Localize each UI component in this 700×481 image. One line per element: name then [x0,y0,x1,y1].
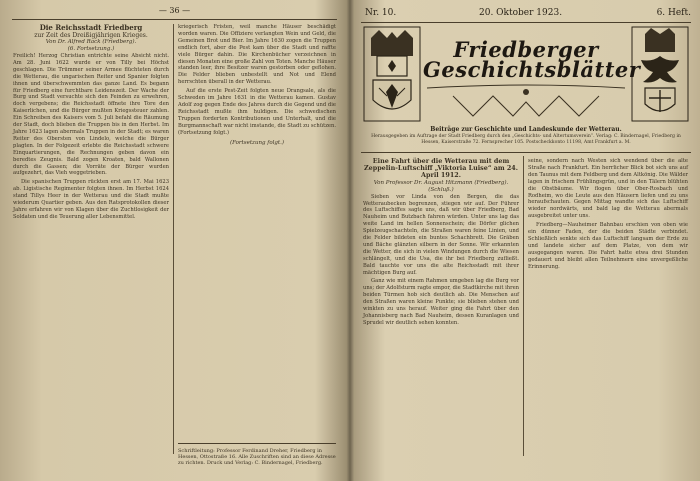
article-body: kriegerisch Fristen, weil manche Häuser beschädigt worden waren. Die Offiziere verlangten Wein und Geld, die Gemeinen Brot und Bier. Im Jahre 1630 zogen die Truppen endlich fort, aber die Pest kam über die Stadt und raffte viele Bürger dahin. Die Kirchenbücher verzeichnen in diesen Monaten eine große Zahl von Toten. Manche Häuser standen leer, ihre Besitzer waren gestorben oder geflohen. Die Felder blieben unbestellt und Not und Elend herrschten überall in der Wetterau. [178,24,336,86]
masthead [363,26,689,146]
publisher-info: Herausgegeben im Auftrage der Stadt Friedberg durch den „Geschichts- und Altertumsverein“. Verlag: C. Bindernagel, Friedberg in Hessen, Kaiserstraße 72. Fernsprecher 105. Postscheckkonto 11198, Amt Frankfurt a. M. [371,134,681,145]
issue-volume: 6. Heft. [656,8,691,18]
article-subtitle: zur Zeit des Dreißigjährigen Krieges. [34,32,148,39]
header-rule [361,22,691,23]
page-number: — 36 — [158,6,191,15]
left-page-header [12,6,337,18]
left-page-footer: Schriftleitung: Professor Ferdinand Dreher, Friedberg in Hessen, Ottostraße 16. Alle Zuschriften sind an diese Adresse zu richten. Druck und Verlag: C. Bindernagel, Friedberg. [178,448,336,466]
left-column-2 [178,24,336,147]
masthead-rule [361,152,691,153]
article-author: Von Professor Dr. August Hitzmann (Friedberg). [373,179,509,186]
article-body: Ganz wie mit einem Rahmen umgeben lag die Burg vor uns; der Adolfsturm ragte empor, die Stadtkirche mit ihren beiden Türmen hob sich deutlich ab. Die Menschen auf den Straßen waren kleine Punkte; sie blieben stehen und winkten zu uns herauf. Weiter ging die Fahrt über den Johannisberg nach Bad Nauheim, dessen Kuranlagen und Sprudel wir deutlich sehen konnten. [363,278,519,326]
issue-number: Nr. 10. [365,8,397,18]
article-note: (Schluß.) [428,186,454,193]
continued-note: (Fortsetzung folgt.) [229,139,285,146]
header-rule [12,19,337,20]
article-author: Von Dr. Alfred Rack (Friedberg). [45,39,137,45]
article-body: Die spanischen Truppen rückten erst am 17. Mai 1623 ab. Ligistische Regimenter folgten ihnen. Im Herbst 1624 stand Tillys Heer in der Wetterau und die Stadt mußte wiederum Quartier geben. Aus den Ratsprotokollen dieser Jahre erfahren wir von Klagen über die Zuchtlosigkeit der Soldaten und die Teuerung aller Lebensmittel. [13,179,169,220]
footer-rule [178,443,336,444]
article-body: Friedberg—Nauheimer Bahnbau erschien von oben wie ein dünner Faden, der die beiden Städte verbindet. Schließlich senkte sich das Luftschiff langsam der Erde zu und landete sicher auf dem Platze, von dem wir ausgegangen waren. Die Fahrt hatte etwa drei Stunden gedauert und bleibt allen Teilnehmern eine unvergeßliche Erinnerung. [528,222,688,270]
masthead-subtitle: Beiträge zur Geschichte und Landeskunde der Wetterau. [430,126,622,133]
right-column-2 [528,158,688,271]
right-column-1 [363,158,519,327]
article-title: Eine Fahrt über die Wetterau mit dem Zeppelin-Luftschiff „Viktoria Luise“ am 24. April 1912. [364,157,518,180]
right-page-header [361,8,691,22]
article-body: seine, sondern nach Westen sich wendend über die alte Straße nach Frankfurt. Ein herrlicher Blick bot sich uns auf den Taunus mit dem Feldberg und dem Altkönig. Die Wälder lagen in frischem Frühlingsgrün, und in den Tälern blühten die Obstbäume. Wir flogen über Ober-Rosbach und Rodheim, wo die Leute aus den Häusern liefen und zu uns heraufschauten. Gegen Mittag wandte sich das Luftschiff wieder nordwärts, und bald lag die Wetterau abermals ausgebreitet unter uns. [528,158,688,220]
left-column-1 [13,24,169,221]
masthead-title-line1: Friedberger [453,37,599,62]
article-body: Sieben vor Linda von den Bergen, die das Wetteraubecken begrenzen, stiegen wir auf. Der Führer des Luftschiffes sagte uns, daß wir über Friedberg, Bad Nauheim und Butzbach fahren würden. Unter uns lag das weite Land im hellen Sonnenschein; die Dörfer glichen Spielzeugschachteln, die Straßen waren feine Linien, und die Felder bildeten ein buntes Schachbrett. Die Gräben und Bäche glänzten silbern in der Sonne. Wir erkannten die Wetter, die sich in vielen Windungen durch die Wiesen schlängelt, und die Usa, die ihr bei Friedberg zufließt. Bald tauchte vor uns die alte Reichsstadt mit ihrer mächtigen Burg auf. [363,193,519,276]
left-page [0,0,347,481]
article-body: Auf die erste Pest-Zeit folgten neue Drangsale, als die Schweden im Jahre 1631 in die Wetterau kamen. Gustav Adolf zog gegen Ende des Jahres durch die Gegend und die Reichsstadt mußte ihm huldigen. Die schwedischen Truppen forderten Kontributionen und Unterhalt, und die Burgmannschaft war nicht imstande, die Stadt zu schützen. (Fortsetzung folgt.) [178,88,336,136]
right-page [351,0,700,481]
column-divider [523,156,524,456]
article-body: Freilich! Herzog Christian entrichte seine Absicht nicht. Am 28. Juni 1622 wurde er von Tilly bei Höchst geschlagen. Die Trümmer seiner Armee flüchteten durch die Wetterau, die ungarischen Reiter und Spanier folgten ihnen und überschwemmten das ganze Land. Es begann für Friedberg eine furchtbare Leidenszeit. Der Wache der Burg und Stadt versuchte sich den Feinden zu erwehren, doch vergebens; die Reichsstadt öffnete ihre Tore den Kaiserlichen, und die Bürger mußten Kriegssteuer zahlen. Ein Schreiben des Kaisers vom 5. Juli befahl die Räumung der Stadt, doch blieben die Truppen bis in den Herbst. Im Jahre 1623 lagen abermals Truppen in der Stadt; es waren Reiter des Obersten von Lindelo, welche die Bürger plagten. In der Folgezeit erlebte die Reichsstadt schwere Einquartierungen, die Rechnungen geben davon ein beredtes Zeugnis. Bald zogen Kroaten, bald Wallonen durch die Gassen; die Vorräte der Bürger wurden aufgezehrt, das Vieh weggetrieben. [13,53,169,177]
article-title: Die Reichsstadt Friedberg [39,23,143,32]
column-divider [173,24,174,454]
masthead-title [423,37,641,82]
masthead-title-line2: Geschichtsblätter [423,57,641,82]
masthead-ornament-icon [423,82,629,122]
issue-date: 20. Oktober 1923. [479,8,563,18]
article-installment: (6. Fortsetzung.) [67,46,115,52]
town-crest-icon [363,26,421,122]
